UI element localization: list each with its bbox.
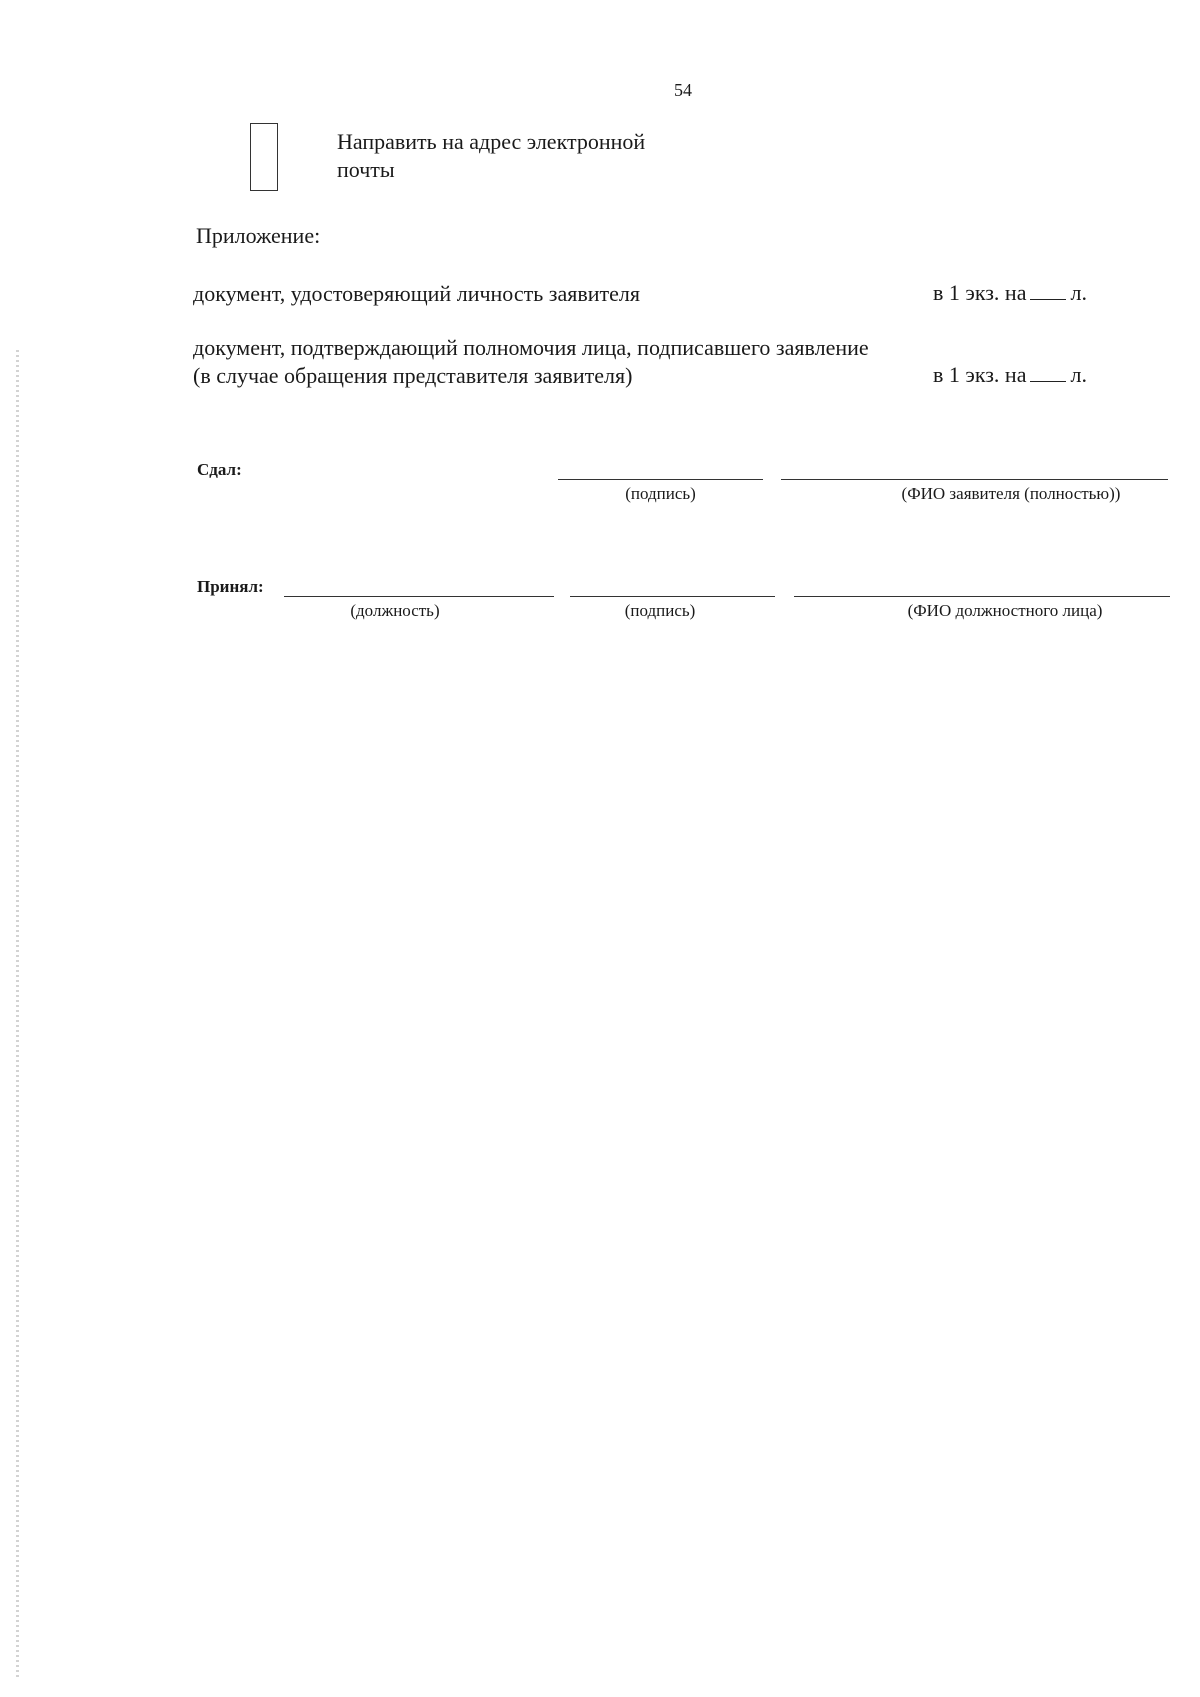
received-name-line[interactable] [794, 596, 1170, 597]
submitted-signature-line[interactable] [558, 479, 763, 480]
submitted-signature-caption: (подпись) [625, 484, 696, 503]
appendix-title: Приложение: [196, 223, 321, 248]
sheet-count-blank[interactable] [1030, 281, 1066, 300]
appendix-item-2-copies [933, 362, 1087, 388]
sheet-count-blank[interactable] [1030, 363, 1066, 382]
page-number: 54 [674, 80, 692, 100]
email-delivery-label: Направить на адрес электронной почты [337, 129, 646, 182]
submitted-name-line[interactable] [781, 479, 1168, 480]
received-signature-line[interactable] [570, 596, 775, 597]
copies-suffix: л. [1070, 280, 1087, 305]
email-delivery-checkbox[interactable] [250, 123, 278, 191]
copies-prefix: в 1 экз. на [933, 362, 1027, 387]
scan-edge-artifact [16, 350, 19, 1680]
received-position-caption: (должность) [350, 601, 440, 620]
copies-suffix: л. [1070, 362, 1087, 387]
appendix-item-1-text: документ, удостоверяющий личность заявителя [193, 281, 640, 306]
submitted-label: Сдал: [197, 460, 242, 479]
received-label: Принял: [197, 577, 264, 596]
appendix-item-1-copies [933, 280, 1087, 306]
copies-prefix: в 1 экз. на [933, 280, 1027, 305]
received-name-caption: (ФИО должностного лица) [907, 601, 1103, 620]
submitted-name-caption: (ФИО заявителя (полностью)) [901, 484, 1121, 503]
received-position-line[interactable] [284, 596, 554, 597]
received-signature-caption: (подпись) [624, 601, 696, 620]
appendix-item-2-text: документ, подтверждающий полномочия лица, подписавшего заявление (в случае обращения представителя заявителя) [193, 335, 869, 388]
